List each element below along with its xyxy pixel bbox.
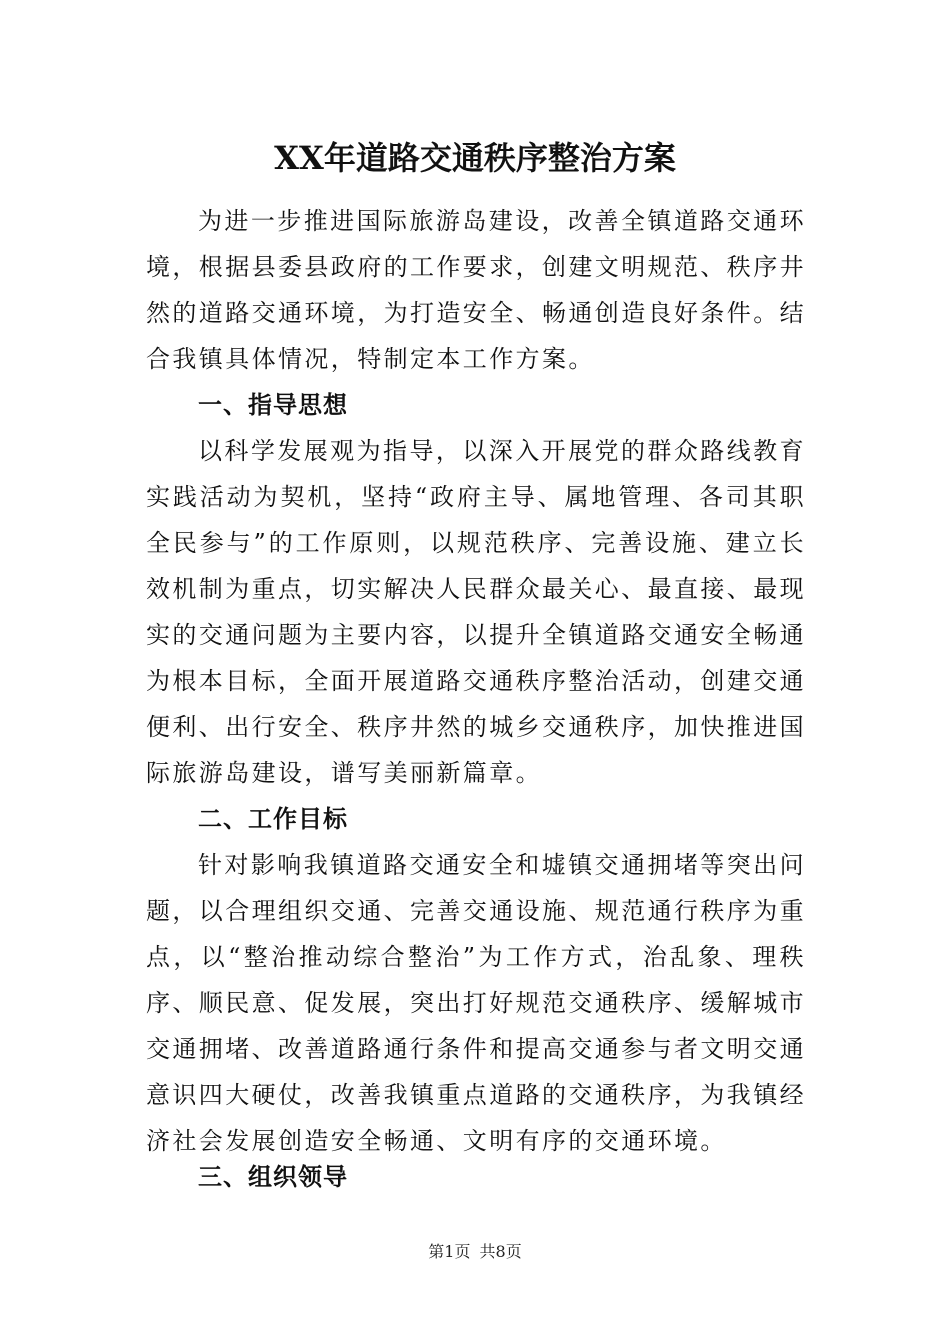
section-paragraph-work-goals: 针对影响我镇道路交通安全和墟镇交通拥堵等突出问题，以合理组织交通、完善交通设施、规范通行秩序为重点，以“整治推动综合整治”为工作方式，治乱象、理秩序、顺民意、促发展，突出打好规范交通秩序、缓解城市交通拥堵、改善道路通行条件和提高交通参与者文明交通意识四大硬仗，改善我镇重点道路的交通秩序，为我镇经济社会发展创造安全畅通、文明有序的交通环境。 [146,851,806,1155]
section-heading-organization: 三、组织领导 [198,1163,348,1191]
page-footer: 第1页 共8页 [428,1242,522,1261]
intro-paragraph: 为进一步推进国际旅游岛建设，改善全镇道路交通环境，根据县委县政府的工作要求，创建文明规范、秩序井然的道路交通环境，为打造安全、畅通创造良好条件。结合我镇具体情况，特制定本工作方案。 [146,207,806,373]
section-heading-guiding-ideology: 一、指导思想 [198,391,348,419]
document-title: XX年道路交通秩序整治方案 [274,139,676,177]
section-paragraph-guiding-ideology: 以科学发展观为指导，以深入开展党的群众路线教育实践活动为契机，坚持“政府主导、属地管理、各司其职全民参与”的工作原则，以规范秩序、完善设施、建立长效机制为重点，切实解决人民群众最关心、最直接、最现实的交通问题为主要内容，以提升全镇道路交通安全畅通为根本目标，全面开展道路交通秩序整治活动，创建交通便利、出行安全、秩序井然的城乡交通秩序，加快推进国际旅游岛建设，谱写美丽新篇章。 [146,437,806,787]
section-heading-work-goals: 二、工作目标 [198,805,348,833]
